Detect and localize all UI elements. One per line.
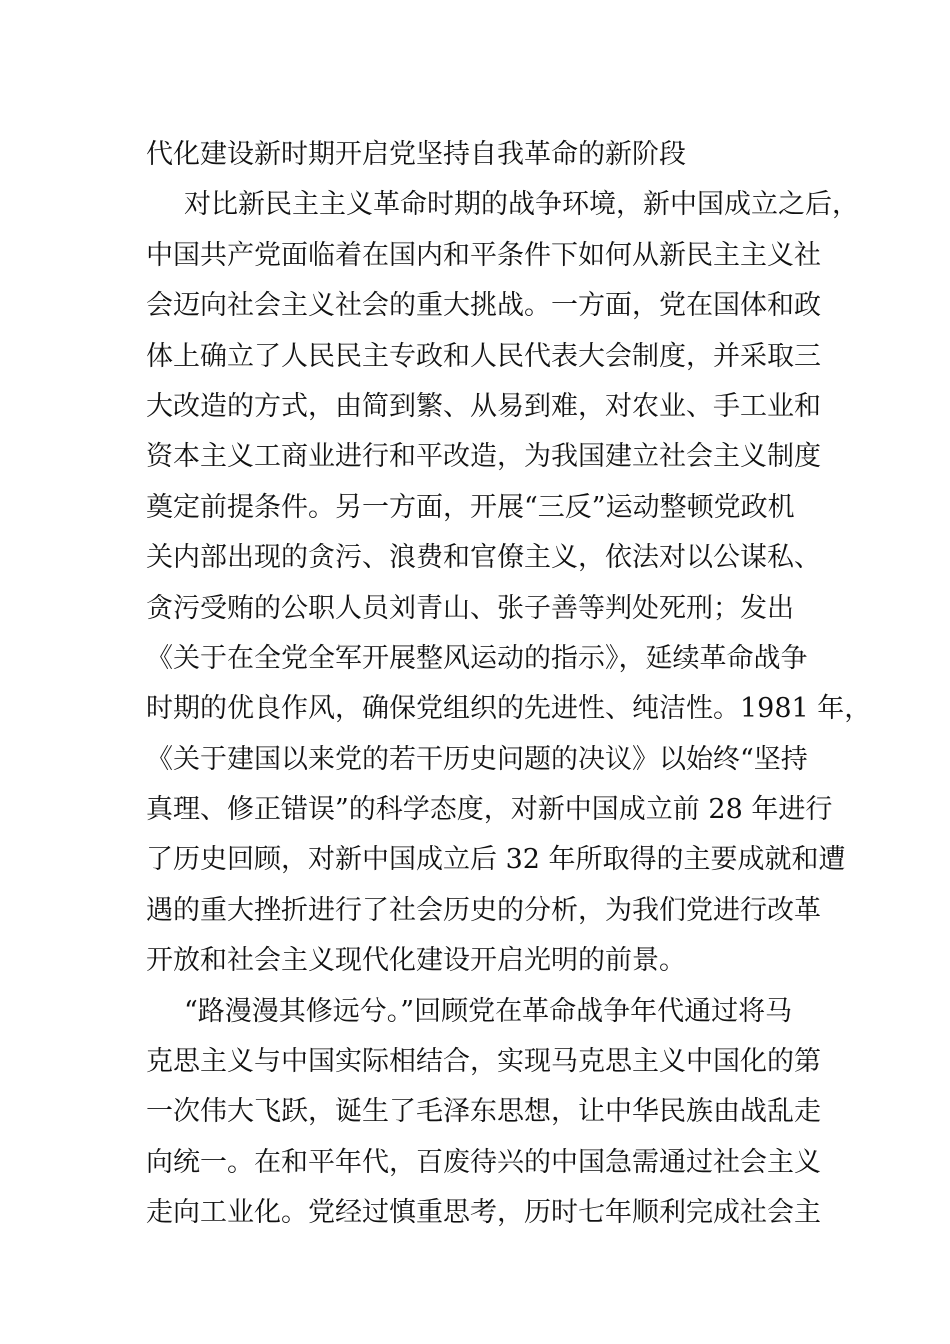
text-line: 《关于建国以来党的若干历史问题的决议》以始终“坚持 bbox=[146, 743, 808, 775]
text-line: 时期的优良作风，确保党组织的先进性、纯洁性。1981 年， bbox=[146, 693, 872, 725]
text-line: 贪污受贿的公职人员刘青山、张子善等判处死刑；发出 bbox=[146, 592, 794, 624]
text-line: 开放和社会主义现代化建设开启光明的前景。 bbox=[146, 945, 686, 977]
text-line: 真理、修正错误”的科学态度，对新中国成立前 28 年进行 bbox=[146, 794, 833, 826]
text-line: 走向工业化。党经过慎重思考，历时七年顺利完成社会主 bbox=[146, 1197, 821, 1229]
paragraph-first-line: 对比新民主主义革命时期的战争环境，新中国成立之后， bbox=[184, 189, 859, 221]
text-line: 奠定前提条件。另一方面，开展“三反”运动整顿党政机 bbox=[146, 491, 795, 523]
paragraph-first-line: “路漫漫其修远兮。”回顾党在革命战争年代通过将马 bbox=[184, 995, 793, 1027]
text-line: 代化建设新时期开启党坚持自我革命的新阶段 bbox=[146, 139, 686, 170]
text-line: 体上确立了人民民主专政和人民代表大会制度，并采取三 bbox=[146, 340, 821, 372]
text-line: 会迈向社会主义社会的重大挑战。一方面，党在国体和政 bbox=[146, 290, 821, 322]
text-line: 资本主义工商业进行和平改造，为我国建立社会主义制度 bbox=[146, 441, 821, 473]
text-line: 关内部出现的贪污、浪费和官僚主义，依法对以公谋私、 bbox=[146, 542, 821, 574]
text-line: 向统一。在和平年代，百废待兴的中国急需通过社会主义 bbox=[146, 1146, 821, 1178]
text-line: 中国共产党面临着在国内和平条件下如何从新民主主义社 bbox=[146, 239, 821, 271]
text-line: 遇的重大挫折进行了社会历史的分析，为我们党进行改革 bbox=[146, 894, 821, 926]
text-line: 了历史回顾，对新中国成立后 32 年所取得的主要成就和遭 bbox=[146, 844, 846, 876]
body-text bbox=[146, 130, 872, 1239]
text-line: 大改造的方式，由简到繁、从易到难，对农业、手工业和 bbox=[146, 390, 821, 422]
text-line: 《关于在全党全军开展整风运动的指示》，延续革命战争 bbox=[146, 642, 808, 674]
text-line: 克思主义与中国实际相结合，实现马克思主义中国化的第 bbox=[146, 1046, 821, 1078]
text-line: 一次伟大飞跃，诞生了毛泽东思想，让中华民族由战乱走 bbox=[146, 1096, 821, 1128]
